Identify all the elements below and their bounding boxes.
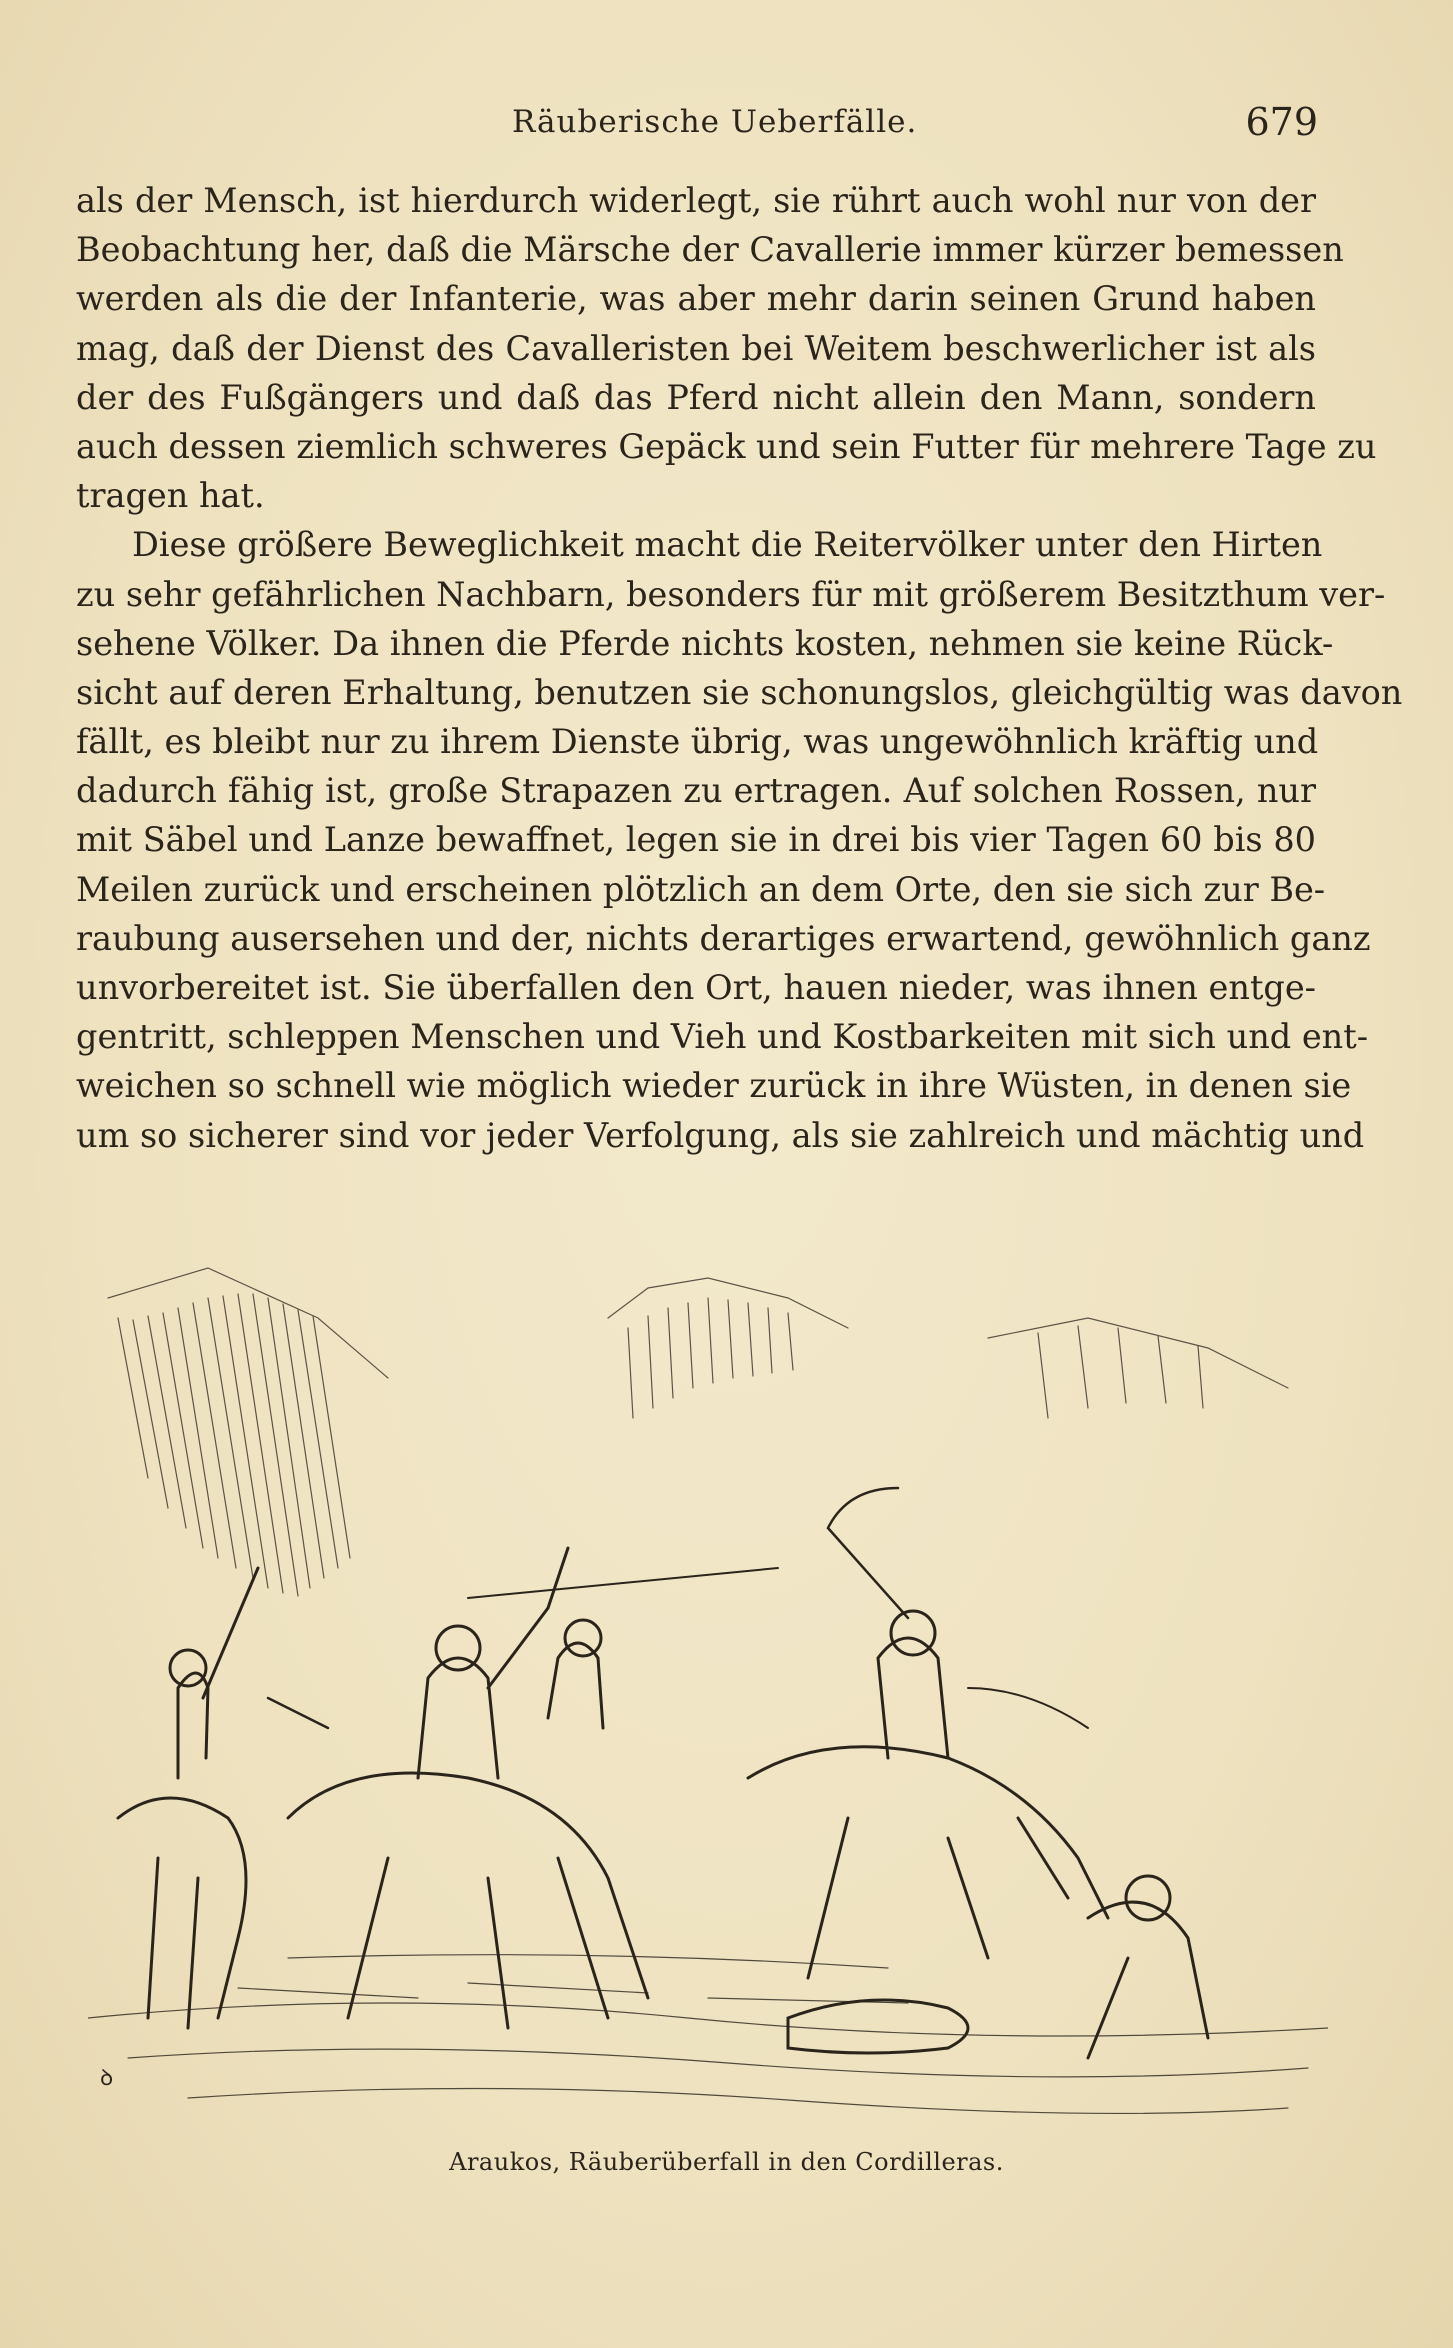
- rider-right: [748, 1488, 1108, 1978]
- figure-caption: Araukos, Räuberüberfall in den Cordilleras.: [449, 2148, 1004, 2176]
- text-line: werden als die der Infanterie, was aber mehr darin seinen Grund haben: [76, 279, 1316, 319]
- running-head: [0, 100, 1453, 150]
- text-line: Beobachtung her, daß die Märsche der Cavallerie immer kürzer bemessen: [76, 230, 1344, 270]
- text-line: mag, daß der Dienst des Cavalleristen bei Weitem beschwerlicher ist als: [76, 328, 1316, 368]
- engraving-illustration: [88, 1258, 1328, 2138]
- rider-left: [118, 1568, 258, 2028]
- body-text: [76, 176, 1403, 1160]
- text-line: sicht auf deren Erhaltung, benutzen sie schonungslos, gleichgültig was davon: [76, 672, 1403, 712]
- text-line: auch dessen ziemlich schweres Gepäck und sein Futter für mehrere Tage zu: [76, 426, 1377, 466]
- text-line: fällt, es bleibt nur zu ihrem Dienste übrig, was ungewöhnlich kräftig und: [76, 722, 1319, 762]
- text-line: sehene Völker. Da ihnen die Pferde nichts kosten, nehmen sie keine Rück-: [76, 623, 1334, 663]
- text-line: mit Säbel und Lanze bewaffnet, legen sie in drei bis vier Tagen 60 bis 80: [76, 820, 1316, 860]
- text-line: Diese größere Beweglichkeit macht die Reitervölker unter den Hirten: [132, 525, 1323, 565]
- ground-hatching: [88, 1955, 1328, 2114]
- running-title: Räuberische Ueberfälle.: [512, 104, 918, 140]
- text-line: gentritt, schleppen Menschen und Vieh und Kostbarkeiten mit sich und ent-: [76, 1017, 1369, 1057]
- engraver-mark: ꝺ: [100, 2066, 114, 2091]
- text-line: Meilen zurück und erscheinen plötzlich an dem Orte, den sie sich zur Be-: [76, 869, 1326, 909]
- text-line: weichen so schnell wie möglich wieder zurück in ihre Wüsten, in denen sie: [76, 1066, 1352, 1106]
- page-number: 679: [1245, 100, 1318, 144]
- text-line: um so sicherer sind vor jeder Verfolgung, als sie zahlreich und mächtig und: [76, 1115, 1365, 1155]
- text-line: der des Fußgängers und daß das Pferd nicht allein den Mann, sondern: [76, 377, 1316, 417]
- text-line: tragen hat.: [76, 476, 265, 516]
- text-line: zu sehr gefährlichen Nachbarn, besonders für mit größerem Besitzthum ver-: [76, 574, 1386, 614]
- text-line: als der Mensch, ist hierdurch widerlegt, sie rührt auch wohl nur von der: [76, 181, 1316, 220]
- text-line: dadurch fähig ist, große Strapazen zu ertragen. Auf solchen Rossen, nur: [76, 771, 1316, 811]
- mountain-hatching: [108, 1268, 1288, 1596]
- text-line: unvorbereitet ist. Sie überfallen den Ort, hauen nieder, was ihnen entge-: [76, 968, 1316, 1007]
- text-line: raubung ausersehen und der, nichts derartiges erwartend, gewöhnlich ganz: [76, 918, 1371, 958]
